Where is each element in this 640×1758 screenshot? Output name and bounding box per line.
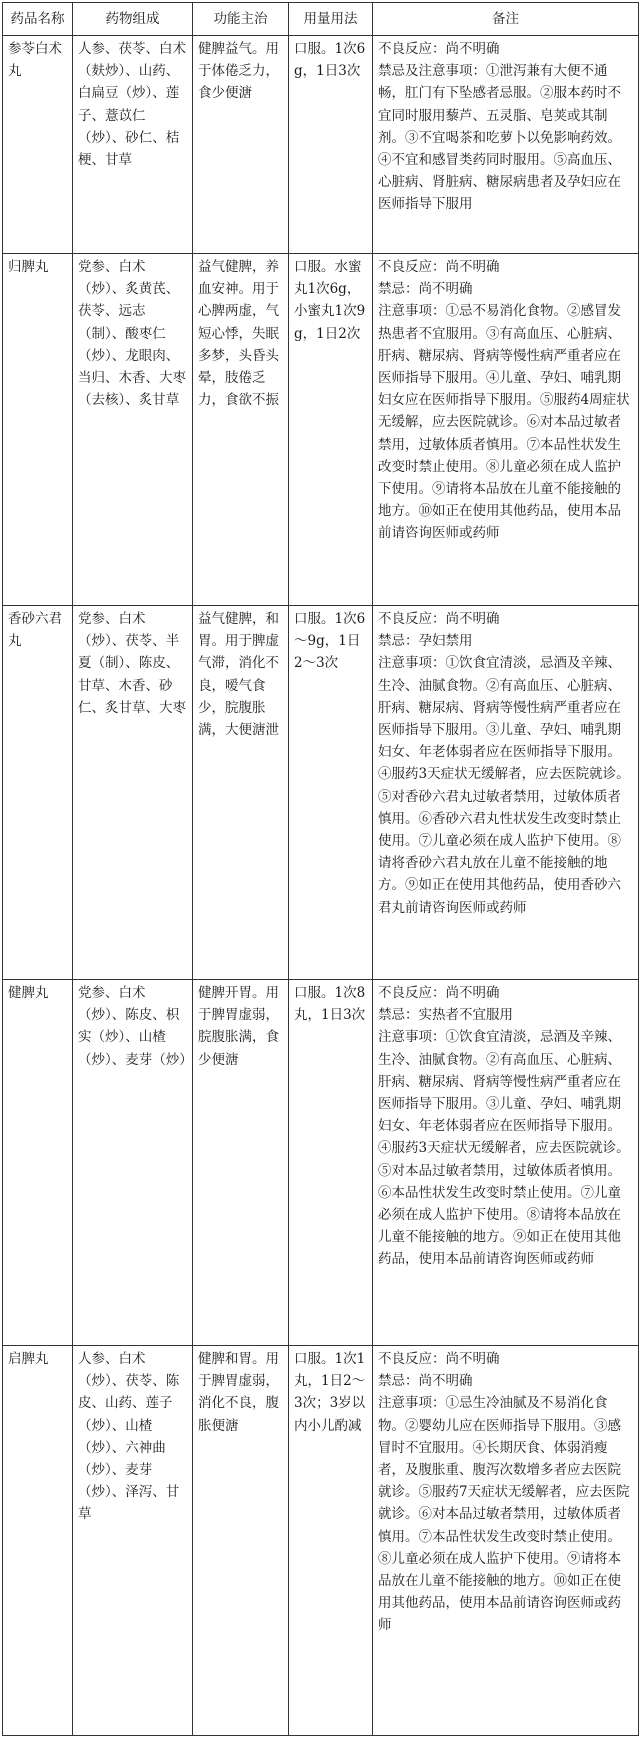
table-body — [3, 36, 639, 1736]
table-row — [3, 1346, 639, 1736]
contraindication-note: 禁忌：尚不明确 — [378, 1373, 473, 1390]
composition-cell: 人参、白术（炒）、茯苓、陈皮、山药、莲子（炒）、山楂（炒）、六神曲（炒）、麦芽（炒）、泽泻、甘草 — [73, 1346, 193, 1736]
header-drug-name: 药品名称 — [3, 3, 73, 36]
header-row — [3, 3, 639, 36]
function-cell: 健脾开胃。用于脾胃虚弱，脘腹胀满，食少便溏 — [193, 980, 289, 1346]
table-row — [3, 36, 639, 254]
notes-cell — [373, 980, 639, 1346]
header-function: 功能主治 — [193, 3, 289, 36]
precautions-note: 注意事项：①忌不易消化食物。②感冒发热患者不宜服用。③有高血压、心脏病、肝病、糖尿病、肾病等慢性病严重者应在医师指导下服用。④儿童、孕妇、哺乳期妇女应在医师指导下服用。⑤服药4周症状无缓解，应去医院就诊。⑥对本品过敏者禁用，过敏体质者慎用。⑦本品性状发生改变时禁止使用。⑧儿童必须在成人监护下使用。⑨请将本品放在儿童不能接触的地方。⑩如正在使用其他药品，使用本品前请咨询医师或药师 — [378, 303, 630, 542]
dosage-cell: 口服。水蜜丸1次6g，小蜜丸1次9g，1日2次 — [289, 254, 373, 606]
notes-cell — [373, 36, 639, 254]
contraindication-note: 禁忌：孕妇禁用 — [378, 633, 473, 650]
table-row — [3, 254, 639, 606]
drug-table — [2, 2, 639, 1736]
notes-cell — [373, 1346, 639, 1736]
drug-name-cell: 启脾丸 — [3, 1346, 73, 1736]
dosage-cell: 口服。1次6～9g，1日2～3次 — [289, 606, 373, 980]
adverse-reaction-note: 不良反应：尚不明确 — [378, 985, 500, 1001]
header-dosage: 用量用法 — [289, 3, 373, 36]
drug-name-cell: 归脾丸 — [3, 254, 73, 606]
adverse-reaction-note: 不良反应：尚不明确 — [378, 259, 500, 275]
composition-cell: 党参、白术（炒）、陈皮、枳实（炒）、山楂（炒）、麦芽（炒） — [73, 980, 193, 1346]
dosage-cell: 口服。1次1丸，1日2～3次；3岁以内小儿酌减 — [289, 1346, 373, 1736]
contraindication-note: 禁忌：实热者不宜服用 — [378, 1007, 513, 1024]
table-row — [3, 606, 639, 980]
precautions-note: 注意事项：①饮食宜清淡，忌酒及辛辣、生冷、油腻食物。②有高血压、心脏病、肝病、糖尿病、肾病等慢性病严重者应在医师指导下服用。③儿童、孕妇、哺乳期妇女、年老体弱者应在医师指导下服用。④服药3天症状无缓解者，应去医院就诊。⑤对香砂六君丸过敏者禁用，过敏体质者慎用。⑥香砂六君丸性状发生改变时禁止使用。⑦儿童必须在成人监护下使用。⑧请将香砂六君丸放在儿童不能接触的地方。⑨如正在使用其他药品，使用香砂六君丸前请咨询医师或药师 — [378, 655, 630, 916]
header-notes: 备注 — [373, 3, 639, 36]
adverse-reaction-note: 不良反应：尚不明确 — [378, 611, 500, 627]
adverse-reaction-note: 不良反应：尚不明确 — [378, 41, 500, 57]
dosage-cell: 口服。1次6g，1日3次 — [289, 36, 373, 254]
drug-name-cell: 参苓白术丸 — [3, 36, 73, 254]
contraindication-note: 禁忌：尚不明确 — [378, 281, 473, 298]
table-header — [3, 3, 639, 36]
precautions-note: 禁忌及注意事项：①泄泻兼有大便不通畅，肛门有下坠感者忌服。②服本药时不宜同时服用藜芦、五灵脂、皂荚或其制剂。③不宜喝茶和吃萝卜以免影响药效。④不宜和感冒类药同时服用。⑤高血压、心脏病、肾脏病、糖尿病患者及孕妇应在医师指导下服用 — [378, 63, 621, 213]
header-composition: 药物组成 — [73, 3, 193, 36]
composition-cell: 党参、白术（炒）、炙黄芪、茯苓、远志（制）、酸枣仁（炒）、龙眼肉、当归、木香、大枣（去核）、炙甘草 — [73, 254, 193, 606]
drug-name-cell: 健脾丸 — [3, 980, 73, 1346]
function-cell: 健脾益气。用于体倦乏力，食少便溏 — [193, 36, 289, 254]
composition-cell: 党参、白术（炒）、茯苓、半夏（制）、陈皮、甘草、木香、砂仁、炙甘草、大枣 — [73, 606, 193, 980]
precautions-note: 注意事项：①忌生冷油腻及不易消化食物。②婴幼儿应在医师指导下服用。③感冒时不宜服用。④长期厌食、体弱消瘦者，及腹胀重、腹泻次数增多者应去医院就诊。⑤服药7天症状无缓解者，应去医院就诊。⑥对本品过敏者禁用，过敏体质者慎用。⑦本品性状发生改变时禁止使用。⑧儿童必须在成人监护下使用。⑨请将本品放在儿童不能接触的地方。⑩如正在使用其他药品，使用本品前请咨询医师或药师 — [378, 1395, 630, 1634]
function-cell: 益气健脾，养血安神。用于心脾两虚，气短心悸，失眠多梦，头昏头晕，肢倦乏力，食欲不振 — [193, 254, 289, 606]
function-cell: 健脾和胃。用于脾胃虚弱，消化不良，腹胀便溏 — [193, 1346, 289, 1736]
function-cell: 益气健脾，和胃。用于脾虚气滞，消化不良，嗳气食少，脘腹胀满，大便溏泄 — [193, 606, 289, 980]
drug-name-cell: 香砂六君丸 — [3, 606, 73, 980]
composition-cell: 人参、茯苓、白术（麸炒）、山药、白扁豆（炒）、莲子、薏苡仁（炒）、砂仁、桔梗、甘草 — [73, 36, 193, 254]
dosage-cell: 口服。1次8丸，1日3次 — [289, 980, 373, 1346]
notes-cell — [373, 254, 639, 606]
precautions-note: 注意事项：①饮食宜清淡，忌酒及辛辣、生冷、油腻食物。②有高血压、心脏病、肝病、糖尿病、肾病等慢性病严重者应在医师指导下服用。③儿童、孕妇、哺乳期妇女、年老体弱者应在医师指导下服用。④服药3天症状无缓解者，应去医院就诊。⑤对本品过敏者禁用，过敏体质者慎用。⑥本品性状发生改变时禁止使用。⑦儿童必须在成人监护下使用。⑧请将本品放在儿童不能接触的地方。⑨如正在使用其他药品，使用本品前请咨询医师或药师 — [378, 1029, 630, 1268]
notes-cell — [373, 606, 639, 980]
adverse-reaction-note: 不良反应：尚不明确 — [378, 1351, 500, 1367]
table-row — [3, 980, 639, 1346]
